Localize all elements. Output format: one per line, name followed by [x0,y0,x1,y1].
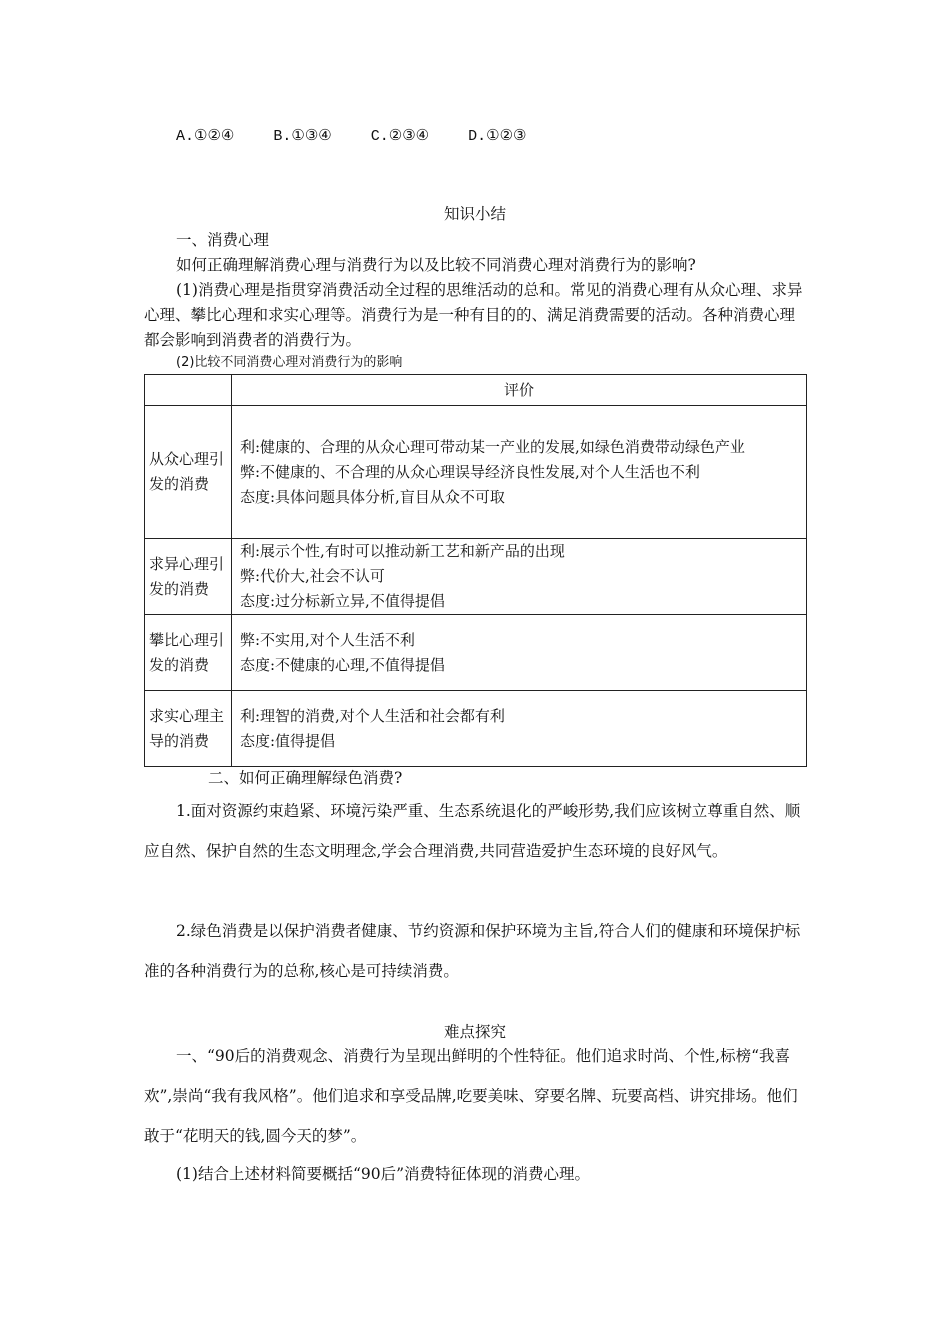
row-line: 态度:过分标新立异,不值得提倡 [240,592,445,610]
table-header-empty [145,375,232,406]
answer-options [176,126,556,145]
row-line: 利:健康的、合理的从众心理可带动某一产业的发展,如绿色消费带动绿色产业 [240,437,745,456]
row-line: 弊:不健康的、不合理的从众心理误导经济良性发展,对个人生活也不利 [240,462,700,481]
section2-heading: 二、如何正确理解绿色消费? [208,769,403,787]
table-row [145,615,807,691]
explore-question1: (1)结合上述材料简要概括“90后”消费特征体现的消费心理。 [176,1165,591,1183]
green-point2: 2.绿色消费是以保护消费者健康、节约资源和保护环境为主旨,符合人们的健康和环境保护标准的各种消费行为的总称,核心是可持续消费。 [144,922,801,980]
option-d: D.①②③ [468,128,527,145]
row-label: 求实心理主导的消费 [145,691,232,767]
option-a: A.①②④ [176,128,235,145]
row-line: 态度:具体问题具体分析,盲目从众不可取 [240,487,505,506]
row-line: 态度:不健康的心理,不值得提倡 [240,655,445,674]
option-b: B.①③④ [273,128,332,145]
row-label: 攀比心理引发的消费 [145,615,232,691]
psychology-comparison-table [144,374,807,767]
table-caption: (2)比较不同消费心理对消费行为的影响 [176,355,403,370]
explore-title: 难点探究 [443,1023,506,1041]
row-label: 从众心理引发的消费 [145,406,232,539]
table-header-evaluation: 评价 [232,375,807,406]
summary-question: 如何正确理解消费心理与消费行为以及比较不同消费心理对消费行为的影响? [176,256,696,274]
row-line: 态度:值得提倡 [240,731,336,750]
row-line: 弊:代价大,社会不认可 [240,567,385,585]
section1-heading: 一、消费心理 [176,231,270,249]
row-content [232,539,807,615]
table-row [145,406,807,539]
green-point1: 1.面对资源约束趋紧、环境污染严重、生态系统退化的严峻形势,我们应该树立尊重自然、顺应自然、保护自然的生态文明理念,学会合理消费,共同营造爱护生态环境的良好风气。 [144,802,801,860]
table-header-row [145,375,807,406]
row-content [232,691,807,767]
row-label: 求异心理引发的消费 [145,539,232,615]
row-line: 弊:不实用,对个人生活不利 [240,630,415,649]
explore-material: 一、“90后的消费观念、消费行为呈现出鲜明的个性特征。他们追求时尚、个性,标榜“我喜欢”,崇尚“我有我风格”。他们追求和享受品牌,吃要美味、穿要名牌、玩要高档、讲究排场。他们敢于“花明天的钱,圆今天的梦”。 [144,1047,798,1145]
option-c: C.②③④ [370,128,430,145]
summary-title: 知识小结 [443,205,506,223]
summary-point1: (1)消费心理是指贯穿消费活动全过程的思维活动的总和。常见的消费心理有从众心理、求异心理、攀比心理和求实心理等。消费行为是一种有目的的、满足消费需要的活动。各种消费心理都会影响到消费者的消费行为。 [144,281,803,349]
table-row [145,691,807,767]
row-content [232,615,807,691]
row-line: 利:理智的消费,对个人生活和社会都有利 [240,706,505,725]
row-content [232,406,807,539]
row-line: 利:展示个性,有时可以推动新工艺和新产品的出现 [240,542,565,560]
table-row [145,539,807,615]
